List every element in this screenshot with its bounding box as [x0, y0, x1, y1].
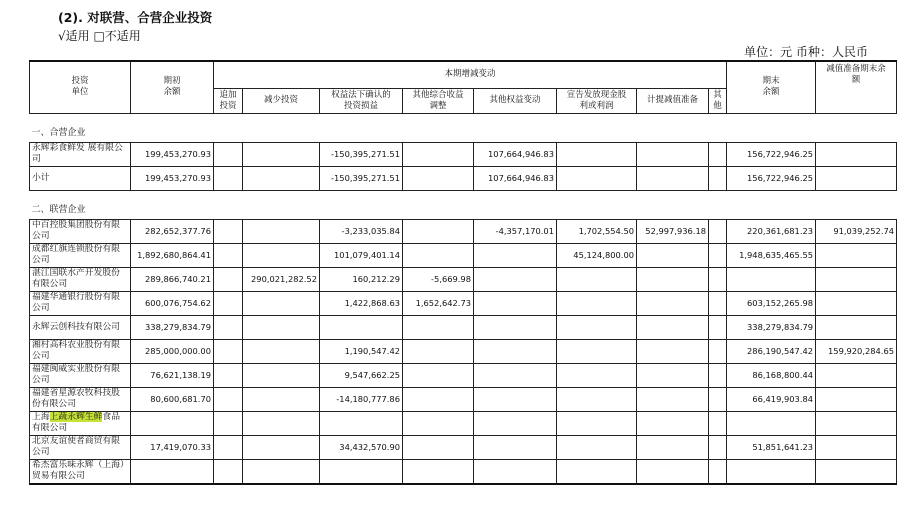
investment-table: [29, 60, 897, 485]
table-row: 希杰富乐味永辉（上海）贸易有限公司: [30, 459, 897, 484]
table-row: 永辉彩食鲜发 展有限公司 199,453,270.93 -150,395,271.51 107,664,946.83 156,722,946.25: [30, 142, 897, 166]
header-impairment-provision: 计提减值准备: [637, 88, 709, 113]
highlighted-company-name: 上海上蔬永辉生鲜食品有限公司: [30, 411, 131, 435]
table-row: [30, 411, 897, 435]
header-oci-adjustment: 其他综合收益 调整: [403, 88, 474, 113]
header-additional-investment: 追加 投资: [214, 88, 243, 113]
currency-unit: 单位：元 币种：人民币: [744, 45, 868, 59]
table-row: 中百控股集团股份有限公司 282,652,377.76 -3,233,035.84 -4,357,170.01 1,702,554.50 52,997,936.18 220,361,681.23 91,039,252.74: [30, 219, 897, 243]
header-impairment-closing: 减值准备期末余 额: [816, 61, 897, 113]
table-row: 湘村高科农业股份有限公司 285,000,000.00 1,190,547.42 286,190,547.42 159,920,284.65: [30, 339, 897, 363]
section-associates: 二、联营企业: [30, 190, 897, 219]
table-row: 福建省星源农牧科技股份有限公司 80,600,681.70 -14,180,777.86 66,419,903.84: [30, 387, 897, 411]
table-row: 永辉云创科技有限公司 338,279,834.79 338,279,834.79: [30, 315, 897, 339]
table-row-subtotal: 小计 199,453,270.93 -150,395,271.51 107,664,946.83 156,722,946.25: [30, 166, 897, 190]
header-cash-dividends: 宣告发放现金股 利或利润: [557, 88, 637, 113]
table-row: 北京友谊使者商贸有限公司 17,419,070.33 34,432,570.90 51,851,641.23: [30, 435, 897, 459]
header-equity-method-income: 权益法下确认的 投资损益: [320, 88, 403, 113]
header-reduced-investment: 减少投资: [243, 88, 320, 113]
header-period-changes: 本期增减变动: [214, 61, 727, 88]
header-opening-balance: 期初 余额: [131, 61, 214, 113]
table-row: 福建华通银行股份有限公司 600,076,754.62 1,422,868.63 1,652,642.73 603,152,265.98: [30, 291, 897, 315]
header-closing-balance: 期末 余额: [727, 61, 816, 113]
table-row: 湛江国联水产开发股份有限公司 289,866,740.21 290,021,282.52 160,212.29 -5,669.98: [30, 267, 897, 291]
section-title: (2). 对联营、合营企业投资: [58, 10, 213, 25]
header-other-equity-changes: 其他权益变动: [474, 88, 557, 113]
applicable-options: √适用 □不适用: [58, 29, 141, 43]
header-other: 其 他: [709, 88, 727, 113]
highlight-mark: 上蔬永辉生鲜: [49, 412, 103, 422]
table-row: 成都红旗连锁股份有限公司 1,892,680,864.41 101,079,401.14 45,124,800.00 1,948,635,465.55: [30, 243, 897, 267]
header-investee: 投资 单位: [30, 61, 131, 113]
section-joint-ventures: 一、合营企业: [30, 113, 897, 142]
table-row: 福建闽威实业股份有限公司 76,621,138.19 9,547,662.25 86,168,800.44: [30, 363, 897, 387]
